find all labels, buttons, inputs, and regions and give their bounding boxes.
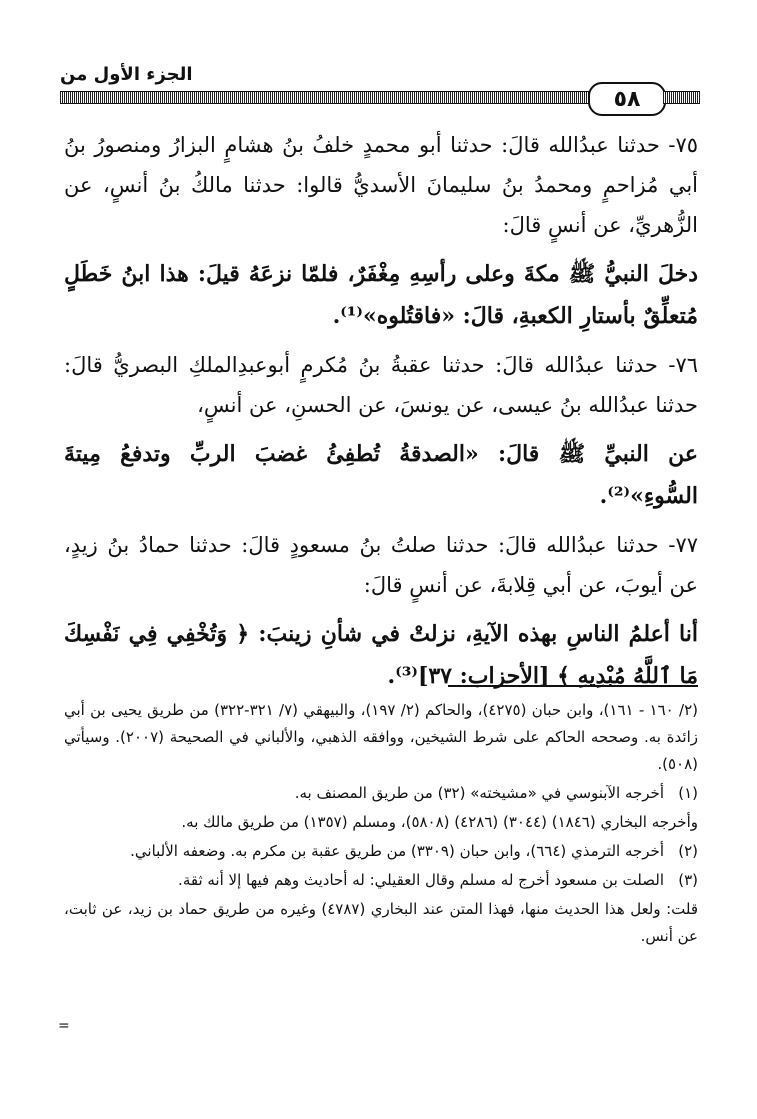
- footnote-2-marker: (٢): [678, 842, 698, 860]
- page-header: [60, 58, 700, 118]
- header-rule-end: [663, 91, 700, 104]
- running-title: الجزء الأول من: [60, 64, 193, 85]
- footnote-1: [64, 780, 698, 807]
- header-rule: [60, 91, 590, 104]
- margin-mark: =: [58, 1018, 70, 1034]
- hadith-77-matn: أنا أعلمُ الناسِ بهذه الآيةِ، نزلتْ في شأنِ زينبَ: ﴿ وَتُخْفِي فِي نَفْسِكَ مَا ٱللَّهُ مُبْدِيهِ ﴾ [الأحزاب: ٣٧]⁽³⁾.: [64, 621, 698, 689]
- hadith-76-isnad: ٧٦- حدثنا عبدُالله قالَ: حدثنا عقبةُ بنُ مُكرمٍ أبوعبدِالملكِ البصريُّ قالَ: حدثنا عبدُالله بنُ عيسى، عن يونسَ، عن الحسنِ، عن أنسٍ،: [64, 353, 698, 417]
- footnote-continuation: (٢/ ١٦٠ - ١٦١)، وابن حبان (٤٢٧٥)، والحاكم (٢/ ١٩٧)، والبيهقي (٧/ ٣٢١-٣٢٢) من طريق يحيى بن أبي زائدة به. وصححه الحاكم على شرط الشيخين، ووافقه الذهبي، والألباني في الصحيحة (٢٠٠٧). وسيأتي (٥٠٨).: [64, 701, 698, 773]
- footnote-3-cont: قلت: ولعل هذا الحديث منها، فهذا المتن عند البخاري (٤٧٨٧) وغيره من طريق حماد بن زيد، عن ثابت، عن أنس.: [64, 900, 698, 945]
- footnotes: [64, 697, 698, 952]
- footnote-3: [64, 867, 698, 894]
- footnote-2: [64, 838, 698, 865]
- page-number: ٥٨: [588, 82, 666, 116]
- footnote-2-text: أخرجه الترمذي (٦٦٤)، وابن حبان (٣٣٠٩) من طريق عقبة بن مكرم به. وضعفه الألباني.: [130, 842, 664, 860]
- footnote-1-line-1: أخرجه الآبنوسي في «مشيخته» (٣٢) من طريق المصنف به.: [294, 784, 664, 802]
- footnote-3-line-1: الصلت بن مسعود أخرج له مسلم وقال العقيلي: له أحاديث وهم فيها إلا أنه ثقة.: [178, 871, 664, 889]
- hadith-76-matn: عن النبيِّ ﷺ قالَ: «الصدقةُ تُطفِئُ غضبَ الربِّ وتدفعُ مِيتةَ السُّوءِ»⁽²⁾.: [64, 441, 698, 509]
- hadith-77-isnad: ٧٧- حدثنا عبدُالله قالَ: حدثنا صلتُ بنُ مسعودٍ قالَ: حدثنا حمادُ بنُ زيدٍ، عن أيوبَ، عن أبي قِلابةَ، عن أنسٍ قالَ:: [64, 533, 698, 597]
- footnote-1-cont: وأخرجه البخاري (١٨٤٦) (٣٠٤٤) (٤٢٨٦) (٥٨٠٨)، ومسلم (١٣٥٧) من طريق مالك به.: [181, 813, 698, 831]
- hadith-75-matn: دخلَ النبيُّ ﷺ مكةَ وعلى رأسِهِ مِغْفَرٌ، فلمّا نزعَهُ قيلَ: هذا ابنُ خَطَلٍ مُتعلِّقٌ بأستارِ الكعبةِ، قالَ: «فاقتُلوه»⁽¹⁾.: [64, 261, 698, 329]
- footnote-3-marker: (٣): [678, 871, 698, 889]
- main-text: [64, 125, 698, 705]
- hadith-75-isnad: ٧٥- حدثنا عبدُالله قالَ: حدثنا أبو محمدٍ خلفُ بنُ هشامٍ البزارُ ومنصورُ بنُ أبي مُزاحمٍ ومحمدُ بنُ سليمانَ الأسديُّ قالوا: حدثنا مالكُ بنُ أنسٍ، عن الزُّهريِّ، عن أنسٍ قالَ:: [64, 133, 698, 237]
- footnote-1-marker: (١): [678, 784, 698, 802]
- footnote-separator: [448, 685, 698, 687]
